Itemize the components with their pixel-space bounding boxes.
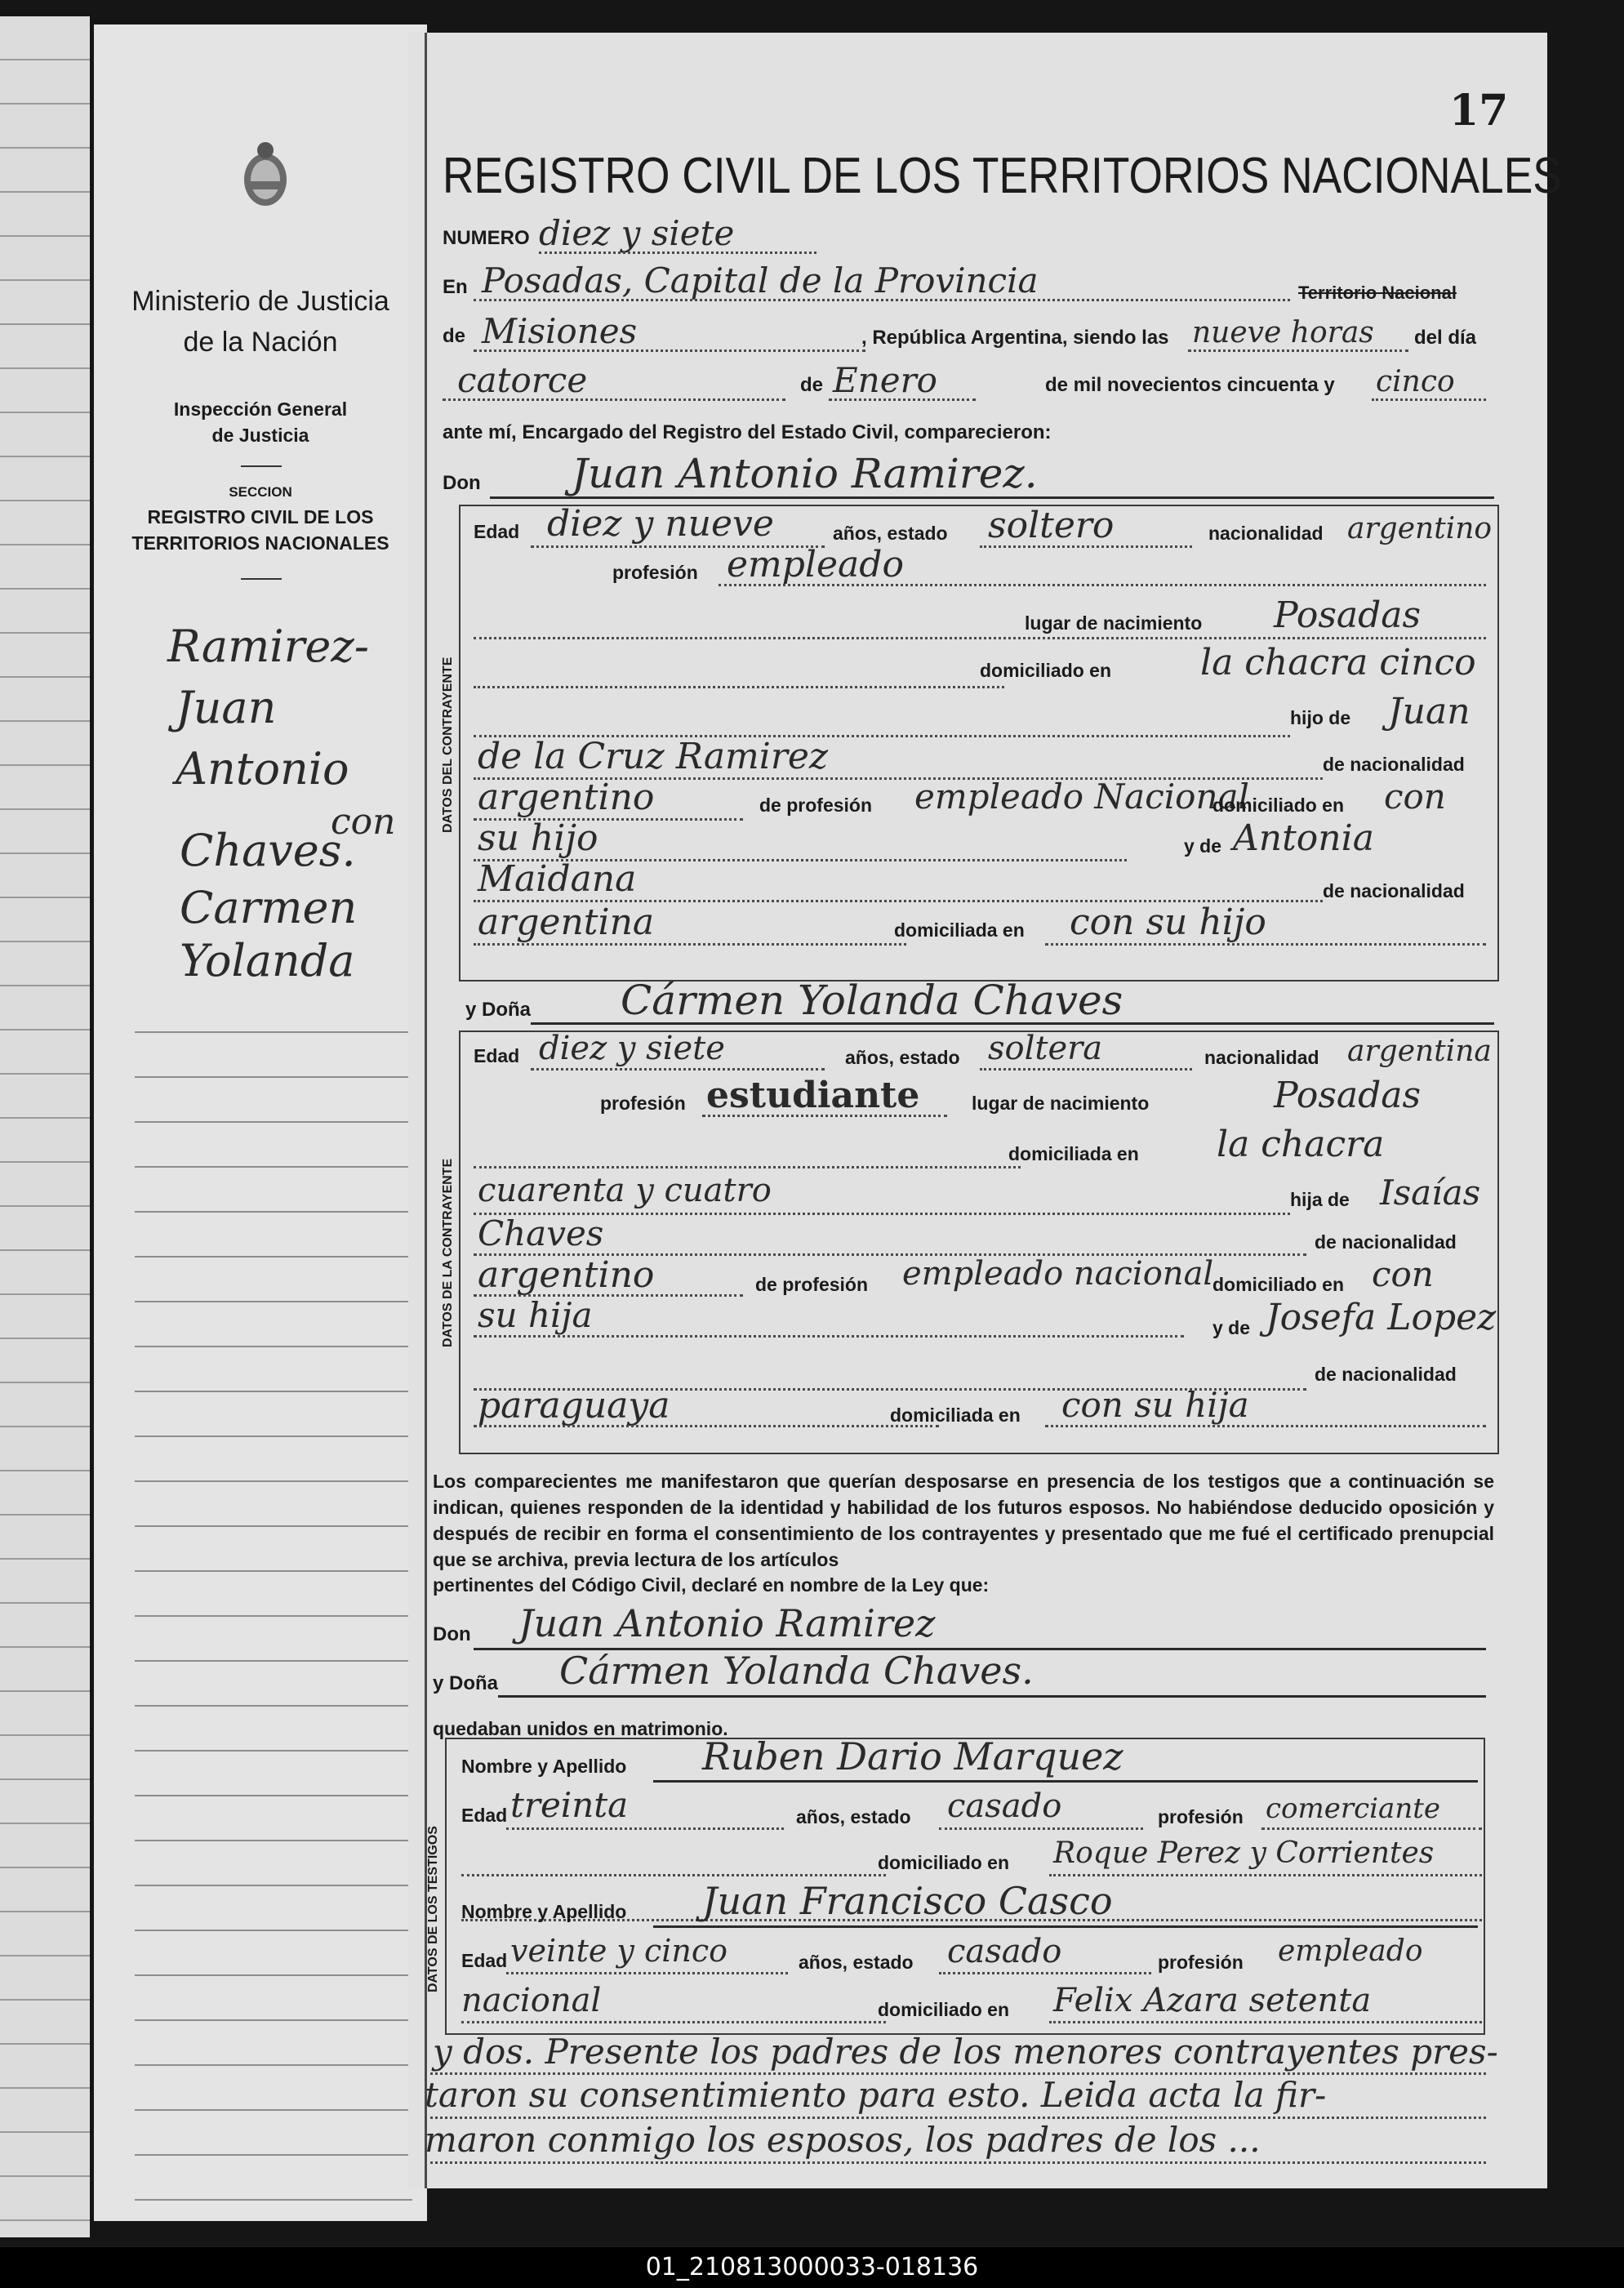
bride-nacionalidad: argentina (1347, 1035, 1492, 1068)
margin-note-surname: Ramirez- (167, 621, 370, 672)
label-hijo-de: hijo de (1290, 707, 1351, 728)
label-datos-contrayente: DATOS DEL CONTRAYENTE (441, 657, 455, 833)
label-edad: Edad (474, 521, 520, 542)
label-territorio: Territorio Nacional (1298, 283, 1457, 303)
witness2-nombre: Juan Francisco Casco (702, 1879, 1113, 1923)
label-de-profesion: de profesión (759, 795, 873, 816)
label-nombre-apellido-1: Nombre y Apellido (461, 1756, 627, 1777)
witness2-profesion-2: nacional (461, 1982, 602, 2019)
groom-madre-1: Antonia (1233, 817, 1374, 859)
groom-lugar-nacimiento: Posadas (1274, 594, 1422, 636)
label-domiciliado-padre: domiciliado en (1212, 795, 1345, 816)
bride-padre-nacionalidad: argentino (478, 1254, 655, 1296)
label-domiciliada-bride: domiciliada en (1008, 1143, 1139, 1164)
bride-lugar-nacimiento: Posadas (1274, 1075, 1422, 1116)
page-title: REGISTRO CIVIL DE LOS TERRITORIOS NACIONALES (443, 148, 1562, 204)
label-de: de (443, 325, 466, 347)
label-edad-w2: Edad (461, 1950, 508, 1971)
margin-note-surname2: Chaves. (180, 825, 356, 876)
label-domiciliado-w2: domiciliado en (878, 1999, 1010, 2020)
label-mil: de mil novecientos cincuenta y (1045, 374, 1335, 396)
groom-padre-domicilio-1: con (1384, 777, 1446, 817)
label-anos-estado-bride: años, estado (845, 1047, 960, 1068)
bride-madre-nacionalidad: paraguaya (478, 1385, 670, 1427)
label-edad-bride: Edad (474, 1045, 520, 1066)
bride-madre-domicilio: con su hija (1061, 1385, 1249, 1425)
label-domiciliada: domiciliada en (894, 919, 1025, 941)
file-caption: 01_210813000033-018136 (0, 2247, 1624, 2288)
label-de-nacionalidad-madre-bride: de nacionalidad (1315, 1364, 1457, 1385)
label-profesion: profesión (612, 562, 698, 583)
label-domiciliado-w1: domiciliado en (878, 1852, 1010, 1873)
witness2-estado: casado (947, 1933, 1062, 1970)
label-declare: pertinentes del Código Civil, declaré en nombre de la Ley que: (433, 1574, 990, 1596)
previous-page-edge (0, 16, 90, 2237)
groom-name: Juan Antonio Ramirez. (572, 450, 1038, 497)
bride-domicilio-2: cuarenta y cuatro (478, 1172, 772, 1209)
label-anos-estado: años, estado (833, 523, 948, 544)
label-nacionalidad: nacionalidad (1208, 523, 1324, 544)
margin-note-name4: Yolanda (180, 935, 355, 986)
closing-note-line1: y dos. Presente los padres de los menores contrayentes pres- (433, 2032, 1498, 2072)
label-de-nacionalidad: de nacionalidad (1323, 754, 1465, 775)
label-lugar-nacimiento-bride: lugar de nacimiento (972, 1093, 1150, 1114)
groom-edad: diez y nueve (547, 503, 774, 545)
label-nombre-apellido-2: Nombre y Apellido (461, 1901, 627, 1922)
label-domiciliado: domiciliado en (980, 660, 1112, 681)
closing-note-line3: maron conmigo los esposos, los padres de los ... (425, 2120, 1261, 2160)
label-anos-estado-w2: años, estado (799, 1952, 914, 1973)
groom-madre-2: Maidana (478, 858, 637, 900)
inspection-line2: de Justicia (211, 425, 309, 446)
stub-ruled-lines (135, 988, 412, 2213)
witness2-edad: veinte y cinco (510, 1933, 728, 1969)
label-numero: NUMERO (443, 227, 530, 249)
label-profesion-bride: profesión (600, 1093, 686, 1114)
numero-value: diez y siete (539, 213, 735, 253)
label-de2: de (800, 374, 824, 396)
label-dona: y Doña (465, 999, 532, 1021)
label-y-de-bride: y de (1212, 1317, 1251, 1338)
inspection-line1: Inspección General (173, 398, 348, 420)
ano-value: cinco (1376, 365, 1455, 398)
declaration-text: Los comparecientes me manifestaron que querían desposarse en presencia de los testigos que a continuación se indican, quienes responden de la identidad y habilidad de los futuros esposos. No habiéndose deducido oposición y después de recibir en forma el consentimiento de los contrayentes y presentado que me fué el certificado prenupcial que se archiva, previa lectura de los artículos (433, 1471, 1494, 1570)
closing-note-line2: taron su consentimiento para esto. Leida acta la fir- (425, 2075, 1327, 2115)
margin-note-name2: Antonio (176, 743, 349, 795)
label-nacionalidad-bride: nacionalidad (1204, 1047, 1319, 1068)
section-line2: TERRITORIOS NACIONALES (131, 532, 389, 554)
groom-madre-nacionalidad: argentina (478, 901, 655, 943)
label-dona-union: y Doña (433, 1672, 499, 1694)
label-quedaban: quedaban unidos en matrimonio. (433, 1718, 728, 1739)
union-dona: Cármen Yolanda Chaves. (559, 1649, 1034, 1693)
bride-padre-2: Chaves (478, 1213, 604, 1253)
label-republica: , República Argentina, siendo las (861, 327, 1169, 349)
bride-padre-domicilio-2: su hija (478, 1295, 593, 1335)
groom-domicilio: la chacra cinco (1200, 642, 1476, 683)
en-value: Posadas, Capital de la Provincia (482, 260, 1039, 300)
margin-stub (94, 24, 427, 2221)
argentine-coat-of-arms-icon (237, 139, 294, 212)
label-profesion-w1: profesión (1158, 1806, 1244, 1827)
page-number: 17 (1449, 86, 1509, 136)
label-de-profesion-bride: de profesión (755, 1274, 869, 1295)
witness1-domicilio: Roque Perez y Corrientes (1053, 1836, 1435, 1870)
label-edad-w1: Edad (461, 1805, 508, 1826)
groom-profesion: empleado (727, 544, 904, 585)
bride-estado: soltera (988, 1030, 1103, 1067)
label-de-nacionalidad-bride: de nacionalidad (1315, 1231, 1457, 1253)
margin-note-con: con (331, 801, 396, 843)
section-line1: REGISTRO CIVIL DE LOS (147, 506, 374, 527)
label-datos-contrayente-f: DATOS DE LA CONTRAYENTE (441, 1158, 455, 1347)
margin-note-name1: Juan (176, 682, 277, 733)
label-en: En (443, 276, 468, 298)
label-del-dia: del día (1414, 327, 1477, 349)
label-don-union: Don (433, 1623, 471, 1645)
witness2-domicilio: Felix Azara setenta (1053, 1982, 1372, 2019)
groom-padre-2: de la Cruz Ramirez (478, 736, 829, 777)
groom-padre-nacionalidad: argentino (478, 777, 655, 818)
witness1-estado: casado (947, 1787, 1062, 1825)
label-domiciliada-madre-bride: domiciliada en (890, 1404, 1021, 1426)
bride-padre-1: Isaías (1380, 1173, 1481, 1213)
horas-value: nueve horas (1192, 316, 1374, 349)
label-y-de: y de (1184, 835, 1222, 857)
bride-padre-profesion: empleado nacional (902, 1255, 1214, 1293)
ministry-line1: Ministerio de Justicia (131, 286, 389, 317)
groom-nacionalidad: argentino (1347, 512, 1493, 545)
label-datos-testigos: DATOS DE LOS TESTIGOS (426, 1826, 440, 1992)
witness1-profesion: comerciante (1266, 1792, 1440, 1825)
bride-madre: Josefa Lopez (1266, 1297, 1497, 1338)
mes-value: Enero (833, 360, 937, 400)
ministry-line2: de la Nación (183, 327, 338, 358)
label-ante: ante mí, Encargado del Registro del Estado Civil, comparecieron: (443, 421, 1052, 443)
witness1-nombre: Ruben Dario Marquez (702, 1734, 1123, 1778)
witness1-edad: treinta (510, 1785, 629, 1825)
dia-value: catorce (457, 360, 588, 400)
witness2-profesion-1: empleado (1278, 1934, 1423, 1968)
bride-padre-domicilio-1: con (1372, 1254, 1434, 1294)
bride-profesion: estudiante (706, 1075, 920, 1116)
groom-padre-1: Juan (1388, 691, 1470, 732)
margin-note-name3: Carmen (180, 882, 358, 933)
label-domiciliado-padre-bride: domiciliado en (1212, 1274, 1345, 1295)
de-value: Misiones (482, 311, 638, 351)
registry-form (408, 33, 1562, 2188)
label-anos-estado-w1: años, estado (796, 1806, 911, 1827)
groom-padre-profesion: empleado Nacional (914, 777, 1249, 817)
label-de-nacionalidad-madre: de nacionalidad (1323, 880, 1465, 901)
groom-padre-domicilio-2: su hijo (478, 817, 598, 859)
section-label: SECCION (229, 484, 292, 500)
label-don: Don (443, 472, 481, 494)
label-profesion-w2: profesión (1158, 1952, 1244, 1973)
bride-name: Cármen Yolanda Chaves (621, 977, 1123, 1024)
bride-domicilio-1: la chacra (1217, 1124, 1385, 1165)
label-hija-de: hija de (1290, 1189, 1350, 1210)
groom-estado: soltero (988, 505, 1115, 546)
union-don: Juan Antonio Ramirez (518, 1601, 936, 1645)
bride-edad: diez y siete (539, 1030, 725, 1067)
groom-madre-domicilio: con su hijo (1070, 901, 1266, 943)
label-lugar-nacimiento: lugar de nacimiento (1025, 612, 1203, 634)
